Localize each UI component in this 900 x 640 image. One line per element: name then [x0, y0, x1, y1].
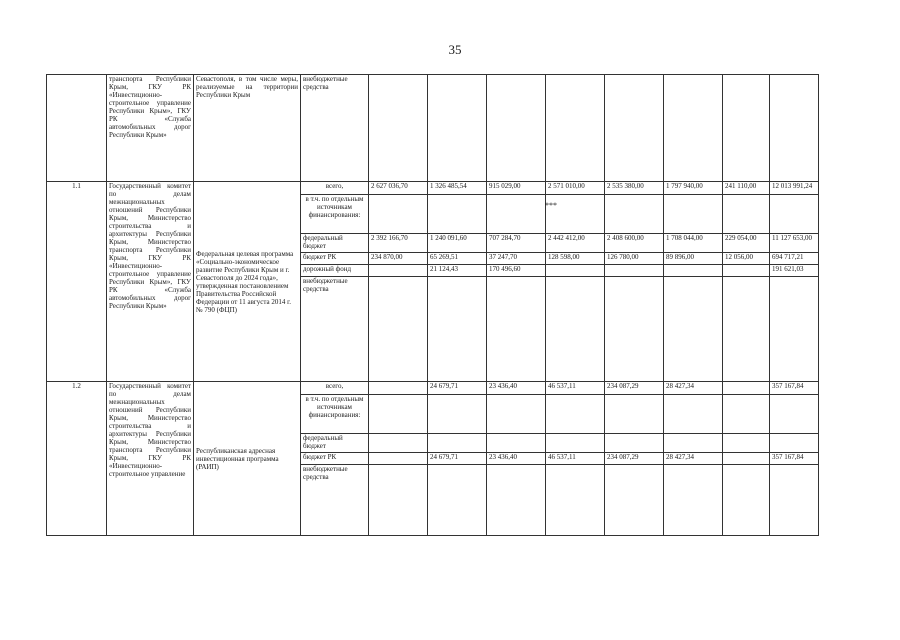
r11-fed-2: 1 240 091,60 — [428, 234, 487, 253]
r11-road-5 — [605, 265, 664, 277]
r11-total-1: 2 627 036,70 — [369, 182, 428, 195]
r11-src-road: дорожный фонд — [301, 265, 369, 277]
cont-src-extra: внебюджетные средства — [301, 75, 369, 182]
r11-total-5: 2 535 380,00 — [605, 182, 664, 195]
r12-total-sum: 357 167,84 — [770, 382, 819, 395]
r11-src-extra: внебюджетные средства — [301, 277, 369, 382]
r11-mark: *** — [545, 201, 557, 210]
r11-road-6 — [664, 265, 723, 277]
r12-rk-1 — [369, 453, 428, 465]
r11-total-2: 1 326 485,54 — [428, 182, 487, 195]
cont-executor: транспорта Республики Крым, ГКУ РК «Инвестиционно-строительное управление Республики Крым», ГКУ РК «Служба автомобильных дорог Республики Крым» — [107, 75, 194, 182]
r11-src-rk: бюджет РК — [301, 253, 369, 265]
r12-rk-2: 24 679,71 — [428, 453, 487, 465]
r12-rk-4: 46 537,11 — [546, 453, 605, 465]
r12-executor: Государственный комитет по делам межнациональных отношений Республики Крым, Министерство строительства и архитектуры Республики Крым, Министерство транспорта Республики Крым, ГКУ РК «Инвестиционно-строительное управление — [107, 382, 194, 536]
r11-fed-sum: 11 127 653,00 — [770, 234, 819, 253]
r11-total-6: 1 797 940,00 — [664, 182, 723, 195]
r12-total-5: 234 087,29 — [605, 382, 664, 395]
r11-rk-3: 37 247,70 — [487, 253, 546, 265]
r11-rk-4: 128 598,00 — [546, 253, 605, 265]
r12-src-rk: бюджет РК — [301, 453, 369, 465]
r12-src-total: всего, — [301, 382, 369, 395]
cont-num — [47, 75, 107, 182]
funding-table — [46, 74, 819, 536]
r12-rk-sum: 357 167,84 — [770, 453, 819, 465]
r11-fed-1: 2 392 166,70 — [369, 234, 428, 253]
r11-total-7: 241 110,00 — [723, 182, 770, 195]
r11-road-2: 21 124,43 — [428, 265, 487, 277]
r12-total-6: 28 427,34 — [664, 382, 723, 395]
r12-program: Республиканская адресная инвестиционная программа (РАИП) — [194, 382, 301, 536]
r11-total-4: 2 571 010,00 — [546, 182, 605, 195]
r11-executor: Государственный комитет по делам межнациональных отношений Республики Крым, Министерство строительства и архитектуры Республики Крым, Министерство транспорта Республики Крым, ГКУ РК «Инвестиционно-строительное управление Республики Крым», ГКУ РК «Служба автомобильных дорог Республики Крым» — [107, 182, 194, 382]
r11-rk-5: 126 780,00 — [605, 253, 664, 265]
r11-total-sum: 12 013 991,24 — [770, 182, 819, 195]
r12-rk-5: 234 087,29 — [605, 453, 664, 465]
r11-num: 1.1 — [47, 182, 107, 382]
r12-src-extra: внебюджетные средства — [301, 465, 369, 536]
r11-total-row — [47, 182, 819, 195]
r11-rk-sum: 694 717,21 — [770, 253, 819, 265]
r12-total-2: 24 679,71 — [428, 382, 487, 395]
r12-total-4: 46 537,11 — [546, 382, 605, 395]
cont-program: Севастополя, в том числе меры, реализуемые на территории Республики Крым — [194, 75, 301, 182]
r11-total-3: 915 029,00 — [487, 182, 546, 195]
r12-total-7 — [723, 382, 770, 395]
r12-total-1 — [369, 382, 428, 395]
r11-fed-6: 1 708 044,00 — [664, 234, 723, 253]
r12-src-incl: в т.ч. по отдельным источникам финансирования: — [301, 395, 369, 434]
cont-row — [47, 75, 819, 182]
r12-rk-7 — [723, 453, 770, 465]
r12-total-3: 23 436,40 — [487, 382, 546, 395]
r12-rk-3: 23 436,40 — [487, 453, 546, 465]
r11-road-sum: 191 621,03 — [770, 265, 819, 277]
r11-rk-6: 89 896,00 — [664, 253, 723, 265]
r12-rk-6: 28 427,34 — [664, 453, 723, 465]
r11-src-total: всего, — [301, 182, 369, 195]
r12-num: 1.2 — [47, 382, 107, 536]
r11-rk-2: 65 269,51 — [428, 253, 487, 265]
r11-src-fed: федеральный бюджет — [301, 234, 369, 253]
r11-fed-5: 2 408 600,00 — [605, 234, 664, 253]
r12-total-row — [47, 382, 819, 395]
page-number: 35 — [448, 42, 462, 57]
r11-program: Федеральная целевая программа «Социально-экономическое развитие Республики Крым и г. Севастополя до 2024 года», утвержденная постановлением Правительства Российской Федерации от 11 августа 2014 г. № 790 (ФЦП) — [194, 182, 301, 382]
r11-rk-7: 12 056,00 — [723, 253, 770, 265]
r11-road-4 — [546, 265, 605, 277]
r11-fed-7: 229 054,00 — [723, 234, 770, 253]
r11-rk-1: 234 870,00 — [369, 253, 428, 265]
r11-src-incl: в т.ч. по отдельным источникам финансирования: — [301, 195, 369, 234]
r11-fed-4: 2 442 412,00 — [546, 234, 605, 253]
r11-road-3: 170 496,60 — [487, 265, 546, 277]
r12-src-fed: федеральный бюджет — [301, 434, 369, 453]
r11-road-1 — [369, 265, 428, 277]
r11-road-7 — [723, 265, 770, 277]
r11-fed-3: 707 284,70 — [487, 234, 546, 253]
